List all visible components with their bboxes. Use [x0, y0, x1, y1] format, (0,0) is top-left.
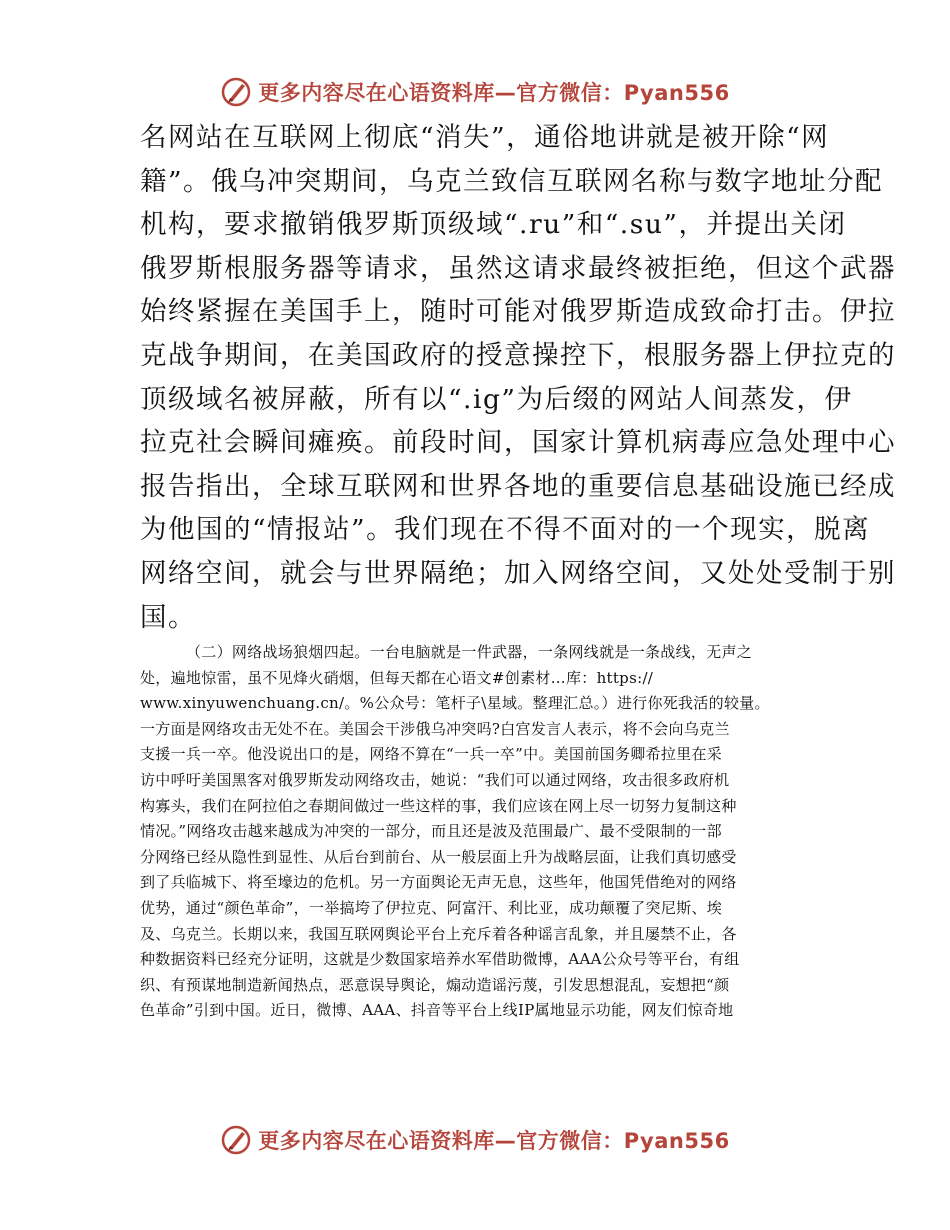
paragraph-line: 报告指出，全球互联网和世界各地的重要信息基础设施已经成 [140, 470, 896, 502]
paragraph-line: 始终紧握在美国手上，随时可能对俄罗斯造成致命打击。伊拉 [140, 296, 896, 328]
paragraph-line: 情况。”网络攻击越来越成为冲突的一部分，而且还是波及范围最广、最不受限制的一部 [140, 822, 722, 841]
paragraph-line: 种数据资料已经充分证明，这就是少数国家培养水军借助微博，AAA公众号等平台，有组 [140, 950, 740, 969]
paragraph-line: 机构，要求撤销俄罗斯顶级域“.ru”和“.su”，并提出关闭 [140, 209, 847, 241]
paragraph-line: 顶级域名被屏蔽，所有以“.ig”为后缀的网站人间蒸发，伊 [140, 383, 853, 415]
quill-pen-circle-icon [220, 76, 252, 108]
paragraph-line: 网络空间，就会与世界隔绝；加入网络空间，又处处受制于别 [140, 557, 896, 589]
paragraph-line: 名网站在互联网上彻底“消失”，通俗地讲就是被开除“网 [140, 122, 830, 153]
paragraph-line: 织、有预谋地制造新闻热点，恶意误导舆论，煽动造谣污蔑，引发思想混乱，妄想把“颜 [140, 975, 730, 994]
paragraph-line: 拉克社会瞬间瘫痪。前段时间，国家计算机病毒应急处理中心 [140, 427, 896, 459]
paragraph-line: 一方面是网络攻击无处不在。美国会干涉俄乌冲突吗?白宫发言人表示，将不会向乌克兰 [140, 719, 730, 738]
paragraph-line: 色革命”引到中国。近日，微博、AAA、抖音等平台上线IP属地显示功能，网友们惊奇地 [140, 1001, 734, 1020]
paragraph-line: 籍”。俄乌冲突期间，乌克兰致信互联网名称与数字地址分配 [140, 165, 884, 197]
section-paragraph [140, 640, 812, 1024]
paragraph-line: 分网络已经从隐性到显性、从后台到前台、从一般层面上升为战略层面，让我们真切感受 [140, 847, 737, 866]
paragraph-line: 为他国的“情报站”。我们现在不得不面对的一个现实，脱离 [140, 514, 871, 546]
paragraph-line: www.xinyuwenchuang.cn/。%公众号：笔杆子\星域。整理汇总。）进行你死我活的较量。 [140, 694, 770, 713]
paragraph-line: 俄罗斯根服务器等请求，虽然这请求最终被拒绝，但这个武器 [140, 252, 896, 284]
paragraph-line: 国。 [140, 601, 196, 633]
paragraph-line: 优势，通过“颜色革命”，一举搞垮了伊拉克、阿富汗、利比亚，成功颠覆了突尼斯、埃 [140, 898, 723, 917]
banner-text: 更多内容尽在心语资料库—官方微信：Pyan556 [258, 1129, 730, 1153]
paragraph-line: 及、乌克兰。长期以来，我国互联网舆论平台上充斥着各种谣言乱象，并且屡禁不止，各 [140, 924, 737, 943]
header-banner [0, 72, 950, 112]
paragraph-line: 访中呼吁美国黑客对俄罗斯发动网络攻击，她说：“我们可以通过网络，攻击很多政府机 [140, 770, 730, 789]
paragraph-line: 支援一兵一卒。他没说出口的是，网络不算在“一兵一卒”中。美国前国务卿希拉里在采 [140, 745, 723, 764]
paragraph-line: 处，遍地惊雷，虽不见烽火硝烟，但每天都在心语文#创素材…库：https:// [140, 668, 654, 687]
paragraph-line: 构寡头，我们在阿拉伯之春期间做过一些这样的事，我们应该在网上尽一切努力复制这种 [140, 796, 737, 815]
main-paragraph [140, 116, 896, 639]
banner-text: 更多内容尽在心语资料库—官方微信：Pyan556 [258, 81, 730, 105]
paragraph-line: 到了兵临城下、将至壕边的危机。另一方面舆论无声无息，这些年，他国凭借绝对的网络 [140, 873, 737, 892]
paragraph-line: （二）网络战场狼烟四起。一台电脑就是一件武器，一条网线就是一条战线，无声之 [186, 643, 753, 661]
footer-banner [0, 1120, 950, 1160]
quill-pen-circle-icon [220, 1124, 252, 1156]
paragraph-line: 克战争期间，在美国政府的授意操控下，根服务器上伊拉克的 [140, 339, 896, 371]
